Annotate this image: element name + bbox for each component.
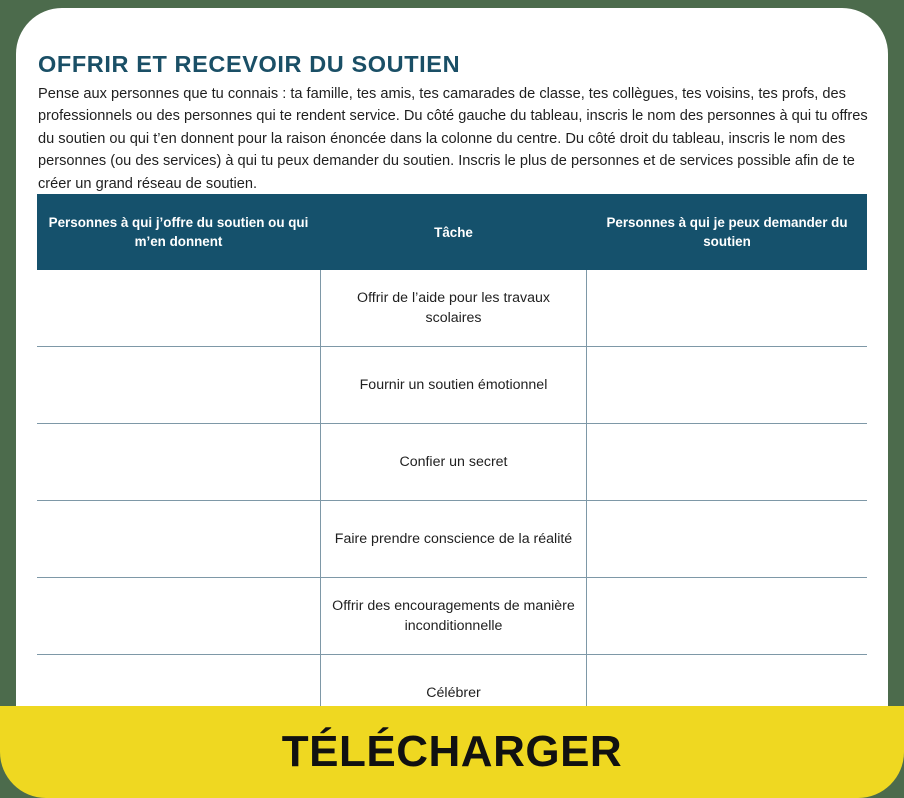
table-row bbox=[37, 270, 867, 347]
download-button-label: TÉLÉCHARGER bbox=[281, 727, 623, 776]
table-row bbox=[37, 501, 867, 578]
table-body bbox=[37, 270, 867, 732]
download-button[interactable] bbox=[0, 706, 904, 798]
answer-cell-right[interactable] bbox=[587, 424, 867, 500]
answer-cell-left[interactable] bbox=[37, 424, 320, 500]
answer-cell-right[interactable] bbox=[587, 270, 867, 346]
task-cell: Offrir des encouragements de manière inconditionnelle bbox=[320, 578, 587, 654]
task-cell: Confier un secret bbox=[320, 424, 587, 500]
task-cell: Célébrer bbox=[320, 655, 587, 731]
column-header-offer-receive: Personnes à qui j’offre du soutien ou qui m’en donnent bbox=[48, 215, 309, 249]
answer-cell-left[interactable] bbox=[37, 347, 320, 423]
table-header-row bbox=[37, 194, 867, 270]
answer-cell-right[interactable] bbox=[587, 347, 867, 423]
task-cell: Faire prendre conscience de la réalité bbox=[320, 501, 587, 577]
task-cell: Offrir de l’aide pour les travaux scolaires bbox=[320, 270, 587, 346]
table-row bbox=[37, 424, 867, 501]
task-cell: Fournir un soutien émotionnel bbox=[320, 347, 587, 423]
column-header-task: Tâche bbox=[434, 224, 473, 240]
answer-cell-left[interactable] bbox=[37, 501, 320, 577]
table-row bbox=[37, 347, 867, 424]
support-table bbox=[37, 194, 867, 732]
page-title: OFFRIR ET RECEVOIR DU SOUTIEN bbox=[38, 50, 461, 77]
column-header-can-ask: Personnes à qui je peux demander du soutien bbox=[606, 215, 848, 249]
answer-cell-left[interactable] bbox=[37, 270, 320, 346]
answer-cell-right[interactable] bbox=[587, 501, 867, 577]
table-row bbox=[37, 578, 867, 655]
worksheet-card bbox=[16, 8, 888, 790]
answer-cell-right[interactable] bbox=[587, 578, 867, 654]
answer-cell-left[interactable] bbox=[37, 578, 320, 654]
intro-paragraph: Pense aux personnes que tu connais : ta famille, tes amis, tes camarades de classe, tes collègues, tes voisins, tes profs, des professionnels ou des personnes qui te rendent service. Du côté gauche du tableau, inscris le nom des personnes à qui tu offres du soutien ou qui t’en donnent pour la raison énoncée dans la colonne du centre. Du côté droit du tableau, inscris le nom des personnes (ou des services) à qui tu peux demander du soutien. Inscris le plus de personnes et de services possible afin de te créer un grand réseau de soutien. bbox=[38, 85, 868, 192]
